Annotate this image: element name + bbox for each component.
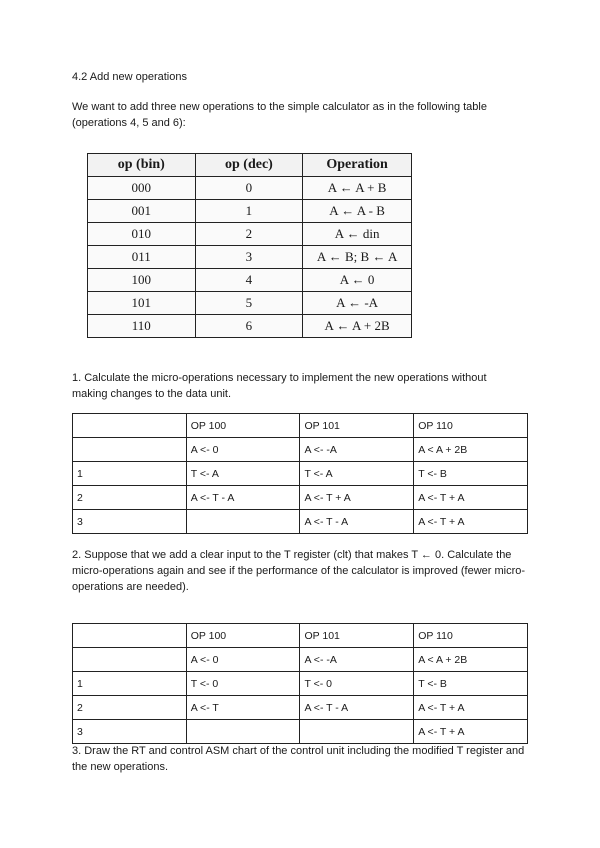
table-row <box>88 246 412 269</box>
table1-cell: A <- T - A <box>186 486 300 510</box>
table-row <box>73 510 528 534</box>
table2-cell <box>300 720 414 744</box>
question-3: 3. Draw the RT and control ASM chart of the control unit including the modified T register and the new operations. <box>72 745 525 773</box>
table2-cell: T <- 0 <box>186 672 300 696</box>
table2-cell: OP 110 <box>414 624 528 648</box>
table-row <box>88 315 412 338</box>
ops-cell: 4 <box>195 269 303 292</box>
ops-cell: A ← 0 <box>303 269 412 292</box>
ops-cell: A ← B; B ← A <box>303 246 412 269</box>
question-1: 1. Calculate the micro-operations necessary to implement the new operations without making changes to the data unit. <box>72 372 487 400</box>
ops-cell: 2 <box>195 223 303 246</box>
ops-cell: A ← -A <box>303 292 412 315</box>
ops-cell: 100 <box>88 269 196 292</box>
table2-cell <box>73 624 187 648</box>
table2-cell: OP 101 <box>300 624 414 648</box>
ops-cell: A ← A - B <box>303 200 412 223</box>
table-row <box>73 414 528 438</box>
table1-cell: T <- A <box>300 462 414 486</box>
table2-cell: A <- T <box>186 696 300 720</box>
table-row <box>73 438 528 462</box>
table1-cell: 3 <box>73 510 187 534</box>
table-row <box>73 696 528 720</box>
intro-paragraph: We want to add three new operations to the simple calculator as in the following table (operations 4, 5 and 6): <box>72 101 487 129</box>
micro-ops-table-2 <box>72 623 528 744</box>
table2-cell <box>73 648 187 672</box>
section-title: 4.2 Add new operations <box>72 71 187 83</box>
ops-cell: A ← A + B <box>303 177 412 200</box>
table1-cell: OP 101 <box>300 414 414 438</box>
table-row <box>73 486 528 510</box>
ops-cell: A ← A + 2B <box>303 315 412 338</box>
ops-cell: 011 <box>88 246 196 269</box>
ops-cell: 010 <box>88 223 196 246</box>
table1-cell <box>73 414 187 438</box>
table2-cell: T <- 0 <box>300 672 414 696</box>
table1-cell: A <- -A <box>300 438 414 462</box>
table1-cell: A <- T - A <box>300 510 414 534</box>
table-row <box>88 292 412 315</box>
ops-cell: 0 <box>195 177 303 200</box>
table-row <box>73 462 528 486</box>
ops-cell: 000 <box>88 177 196 200</box>
table2-cell: 2 <box>73 696 187 720</box>
table2-cell: A <- T + A <box>414 696 528 720</box>
ops-cell: 101 <box>88 292 196 315</box>
table-row <box>73 720 528 744</box>
ops-cell: 3 <box>195 246 303 269</box>
table1-cell: OP 110 <box>414 414 528 438</box>
table2-cell: A < A + 2B <box>414 648 528 672</box>
ops-cell: 6 <box>195 315 303 338</box>
table2-cell: A <- 0 <box>186 648 300 672</box>
table-row <box>73 624 528 648</box>
table1-cell: A <- T + A <box>300 486 414 510</box>
table1-cell: A <- T + A <box>414 486 528 510</box>
ops-cell: 110 <box>88 315 196 338</box>
table1-cell <box>73 438 187 462</box>
table2-cell: 1 <box>73 672 187 696</box>
table1-cell: A <- 0 <box>186 438 300 462</box>
question-2: 2. Suppose that we add a clear input to the T register (clt) that makes T ← 0. Calculate the micro-operations again and see if the performance of the calculator is improved (fewer micro-operations are needed). <box>72 549 526 593</box>
table1-cell <box>186 510 300 534</box>
table1-cell: A < A + 2B <box>414 438 528 462</box>
ops-header-cell: Operation <box>303 154 412 177</box>
table2-cell: OP 100 <box>186 624 300 648</box>
ops-header-cell: op (dec) <box>195 154 303 177</box>
table1-cell: T <- A <box>186 462 300 486</box>
table1-cell: A <- T + A <box>414 510 528 534</box>
ops-cell: 1 <box>195 200 303 223</box>
ops-cell: A ← din <box>303 223 412 246</box>
table1-cell: T <- B <box>414 462 528 486</box>
table2-cell: A <- -A <box>300 648 414 672</box>
table-row <box>73 648 528 672</box>
table-row <box>88 200 412 223</box>
table-row <box>88 177 412 200</box>
ops-header-cell: op (bin) <box>88 154 196 177</box>
table1-cell: 1 <box>73 462 187 486</box>
table-row <box>88 269 412 292</box>
table1-cell: 2 <box>73 486 187 510</box>
operations-table <box>87 153 412 338</box>
ops-cell: 5 <box>195 292 303 315</box>
table2-cell: 3 <box>73 720 187 744</box>
table2-cell: A <- T + A <box>414 720 528 744</box>
micro-ops-table-1 <box>72 413 528 534</box>
table2-cell: A <- T - A <box>300 696 414 720</box>
table1-cell: OP 100 <box>186 414 300 438</box>
table2-cell <box>186 720 300 744</box>
table2-cell: T <- B <box>414 672 528 696</box>
table-row <box>88 223 412 246</box>
ops-header-row <box>88 154 412 177</box>
table-row <box>73 672 528 696</box>
ops-cell: 001 <box>88 200 196 223</box>
